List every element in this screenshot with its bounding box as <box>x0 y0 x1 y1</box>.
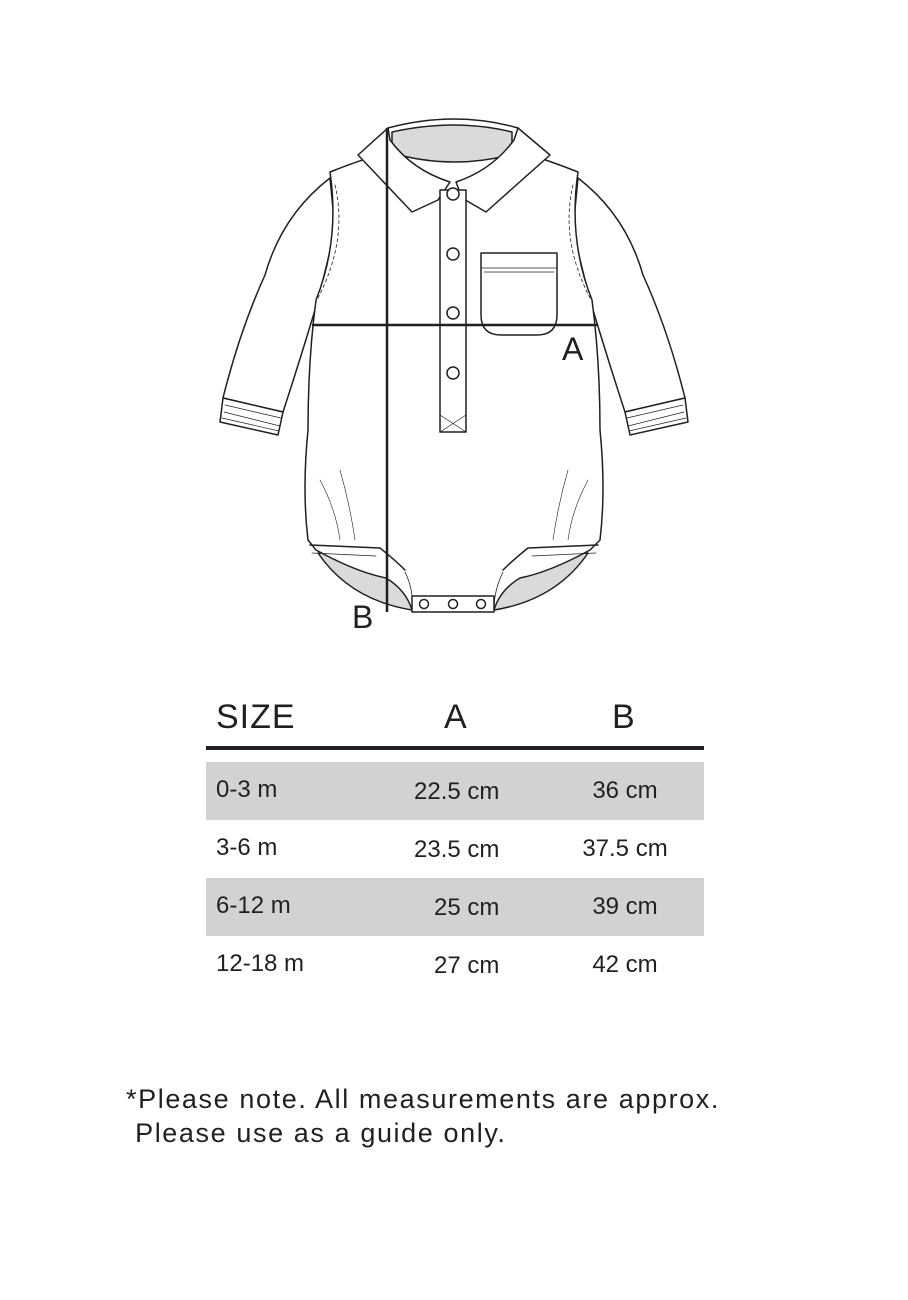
table-header <box>206 696 704 750</box>
cell-size: 12-18 m <box>216 950 305 977</box>
cell-b: 36 cm <box>592 777 658 804</box>
table-row <box>206 936 704 994</box>
note-line-2: Please use as a guide only. <box>126 1118 507 1148</box>
cell-b: 42 cm <box>592 951 658 978</box>
label-a: A <box>562 331 584 367</box>
cell-a: 23.5 cm <box>414 836 500 863</box>
size-chart-table <box>206 696 704 994</box>
table-row <box>206 820 704 878</box>
cell-a: 27 cm <box>434 952 500 979</box>
cell-a: 22.5 cm <box>414 778 500 805</box>
cell-b: 37.5 cm <box>582 835 668 862</box>
label-b: B <box>352 599 374 635</box>
cell-a: 25 cm <box>434 894 500 921</box>
header-b: B <box>612 698 636 736</box>
header-size: SIZE <box>216 698 296 736</box>
note-line-1: *Please note. All measurements are approx. <box>126 1084 720 1114</box>
table-row <box>206 878 704 936</box>
measurement-note <box>126 1082 720 1150</box>
table-row <box>206 762 704 820</box>
cell-size: 0-3 m <box>216 776 278 803</box>
header-a: A <box>444 698 468 736</box>
cell-b: 39 cm <box>592 893 658 920</box>
cell-size: 3-6 m <box>216 834 278 861</box>
chest-pocket <box>481 253 557 335</box>
cell-size: 6-12 m <box>216 892 291 919</box>
